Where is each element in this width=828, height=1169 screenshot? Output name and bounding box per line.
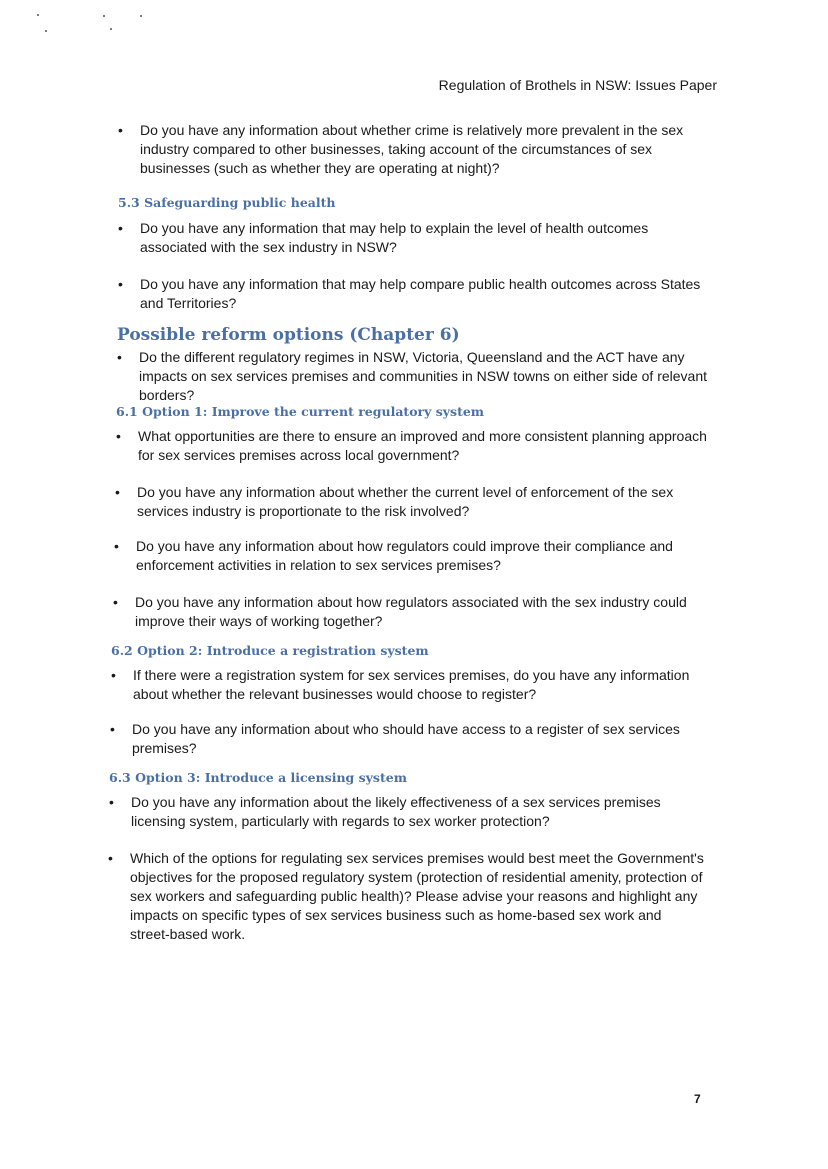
section-heading-6-3: 6.3 Option 3: Introduce a licensing system	[109, 770, 407, 785]
list-item-text: Do you have any information about the likely effectiveness of a sex services premises licensing system, particularly with regards to sex worker protection?	[131, 794, 661, 829]
list-item-text: Do you have any information about whether crime is relatively more prevalent in the sex industry compared to other businesses, taking account of the circumstances of sex businesses (such as whether they are operating at night)?	[140, 122, 684, 176]
bullet-icon: •	[118, 276, 123, 292]
list-item-text: What opportunities are there to ensure an improved and more consistent planning approach for sex services premises across local government?	[138, 428, 707, 463]
scan-speck	[140, 15, 142, 17]
bullet-icon: •	[110, 721, 115, 737]
scan-speck	[103, 15, 105, 17]
list-item-text: Do the different regulatory regimes in NSW, Victoria, Queensland and the ACT have any impacts on sex services premises and communities in NSW towns on either side of relevant borders?	[139, 349, 708, 403]
list-item-text: Do you have any information about whether the current level of enforcement of the sex services industry is proportionate to the risk involved?	[137, 484, 674, 519]
bullet-icon: •	[111, 667, 116, 683]
scan-speck	[45, 30, 47, 32]
scan-speck	[37, 14, 39, 16]
bullet-icon: •	[117, 349, 122, 365]
bullet-icon: •	[113, 594, 118, 610]
list-item-text: Do you have any information about how regulators associated with the sex industry could improve their ways of working together?	[135, 594, 687, 629]
bullet-icon: •	[116, 428, 121, 444]
bullet-icon: •	[108, 850, 113, 866]
section-heading-6-2: 6.2 Option 2: Introduce a registration system	[111, 643, 429, 658]
bullet-icon: •	[118, 122, 123, 138]
scan-speck	[110, 28, 112, 30]
bullet-icon: •	[115, 484, 120, 500]
list-item-text: Which of the options for regulating sex services premises would best meet the Government's objectives for the proposed regulatory system (protection of residential amenity, protection of sex workers and safeguarding public health)? Please advise your reasons and highlight any impacts on specific types of sex services business such as home-based sex work and street-based work.	[130, 850, 704, 942]
list-item-text: If there were a registration system for sex services premises, do you have any information about whether the relevant businesses would choose to register?	[133, 667, 690, 702]
list-item-text: Do you have any information about how regulators could improve their compliance and enforcement activities in relation to sex services premises?	[136, 538, 673, 573]
bullet-icon: •	[118, 220, 123, 236]
running-header: Regulation of Brothels in NSW: Issues Paper	[438, 77, 717, 93]
list-item-text: Do you have any information that may help compare public health outcomes across States and Territories?	[140, 276, 701, 311]
list-item-text: Do you have any information about who should have access to a register of sex services premises?	[132, 721, 680, 756]
chapter-heading: Possible reform options (Chapter 6)	[117, 325, 460, 345]
list-item-text: Do you have any information that may help to explain the level of health outcomes associated with the sex industry in NSW?	[140, 220, 649, 255]
bullet-icon: •	[109, 794, 114, 810]
section-heading-6-1: 6.1 Option 1: Improve the current regulatory system	[116, 404, 485, 419]
page-number: 7	[694, 1092, 701, 1106]
section-heading-5-3: 5.3 Safeguarding public health	[118, 195, 336, 210]
bullet-icon: •	[114, 538, 119, 554]
